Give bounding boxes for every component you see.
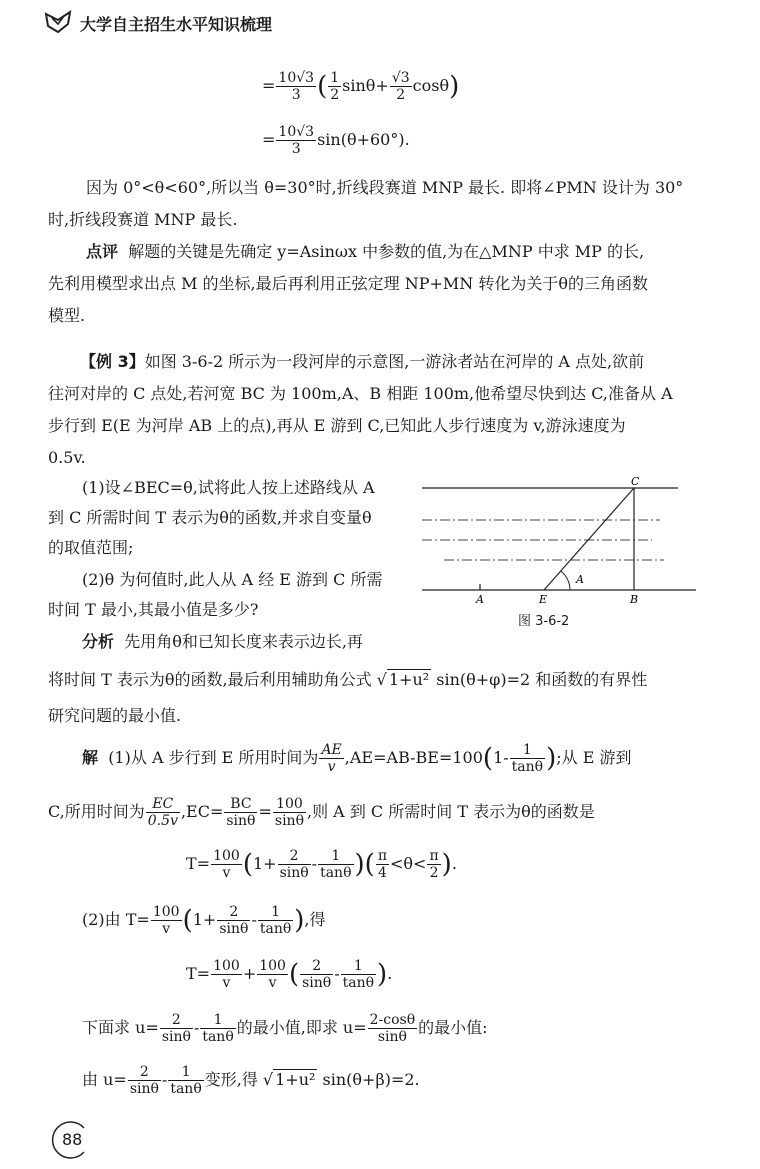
- label-A: A: [476, 593, 484, 606]
- label-angle: A: [576, 573, 584, 586]
- equation-line-2: = $\frac{10√3}{3}$ sin(θ+60°).: [262, 124, 410, 157]
- paragraph-line: 因为 0°<θ<60°,所以当 θ=30°时,折线段赛道 MNP 最长. 即将∠PMN 设计为 30°: [86, 178, 684, 197]
- angle-arc: [561, 571, 570, 590]
- header-title: 大学自主招生水平知识梳理: [80, 14, 273, 34]
- solution-equation-T2: T= $\frac{100}{v}$ + $\frac{100}{v}$ ( $\frac{2}{\sin\theta}$ - $\frac{1}{\tan\theta}$ ).: [186, 958, 393, 991]
- segment-EC: [544, 488, 634, 590]
- label-C: C: [631, 475, 640, 488]
- comment-line: 先利用模型求出点 M 的坐标,最后再利用正弦定理 NP+MN 转化为关于θ的三角函数: [48, 274, 649, 293]
- question-2-line: (2)θ 为何值时,此人从 A 经 E 游到 C 所需: [82, 570, 383, 589]
- comment-line: 模型.: [48, 306, 86, 325]
- question-1-line: 的取值范围;: [48, 538, 134, 557]
- solution-line-6: 下面求 u= $\frac{2}{\sin\theta}$ - $\frac{1}{\tan\theta}$ 的最小值,即求 u= $\frac{2-\cos\theta}{\sin\theta}$ 的最小值:: [82, 1012, 488, 1045]
- book-logo-icon: [44, 10, 74, 36]
- equation-line-1: = $\frac{10√3}{3}$ ( $\frac{1}{2}$ sinθ+ $\frac{√3}{2}$ cosθ): [262, 70, 460, 103]
- label-E: E: [539, 593, 548, 606]
- example-line: 0.5v.: [48, 448, 86, 467]
- analysis-line: 研究问题的最小值.: [48, 706, 182, 725]
- solution-line-2: C,所用时间为 $\frac{EC}{0.5v}$ ,EC= $\frac{BC}{\sin\theta}$ = $\frac{100}{\sin\theta}$ ,则 A 到 C 所需时间 T 表示为θ的函数是: [48, 796, 595, 829]
- page-header: [44, 10, 272, 36]
- example-line: 步行到 E(E 为河岸 AB 上的点),再从 E 游到 C,已知此人步行速度为 v,游泳速度为: [48, 416, 626, 435]
- solution-line-7: 由 u= $\frac{2}{\sin\theta}$ - $\frac{1}{\tan\theta}$ 变形,得 √ 1+u² sin(θ+β)=2.: [82, 1064, 420, 1097]
- example-line: 【例 3】如图 3-6-2 所示为一段河岸的示意图,一游泳者站在河岸的 A 点处,欲前: [80, 352, 645, 371]
- page-number: 88: [62, 1130, 83, 1149]
- river-diagram: [420, 474, 700, 610]
- analysis-line: 分析 先用角θ和已知长度来表示边长,再: [82, 632, 363, 651]
- analysis-line: 将时间 T 表示为θ的函数,最后利用辅助角公式 √ 1+u² sin(θ+φ)=2 和函数的有界性: [48, 670, 648, 689]
- comment-line: 点评 解题的关键是先确定 y=Asinωx 中参数的值,为在△MNP 中求 MP 的长,: [86, 242, 645, 261]
- example-line: 往河对岸的 C 点处,若河宽 BC 为 100m,A、B 相距 100m,他希望尽快到达 C,准备从 A: [48, 384, 673, 403]
- paragraph-line: 时,折线段赛道 MNP 最长.: [48, 210, 238, 229]
- question-1-line: (1)设∠BEC=θ,试将此人按上述路线从 A: [82, 478, 375, 497]
- label-B: B: [630, 593, 639, 606]
- figure-caption: 图 3-6-2: [518, 614, 570, 629]
- solution-equation-T: T= $\frac{100}{v}$ (1+ $\frac{2}{\sin\theta}$ - $\frac{1}{\tan\theta}$ )( $\frac{\pi}{4}$ <θ< $\frac{\pi}{2}$ ).: [186, 848, 457, 881]
- question-1-line: 到 C 所需时间 T 表示为θ的函数,并求自变量θ: [48, 508, 372, 527]
- solution-line-1: 解 (1)从 A 步行到 E 所用时间为 $\frac{AE}{v}$ ,AE=AB-BE=100(1- $\frac{1}{\tan\theta}$ );从 E 游到: [82, 742, 632, 775]
- question-2-line: 时间 T 最小,其最小值是多少?: [48, 600, 259, 619]
- solution-line-4: (2)由 T= $\frac{100}{v}$ (1+ $\frac{2}{\sin\theta}$ - $\frac{1}{\tan\theta}$ ),得: [82, 904, 326, 937]
